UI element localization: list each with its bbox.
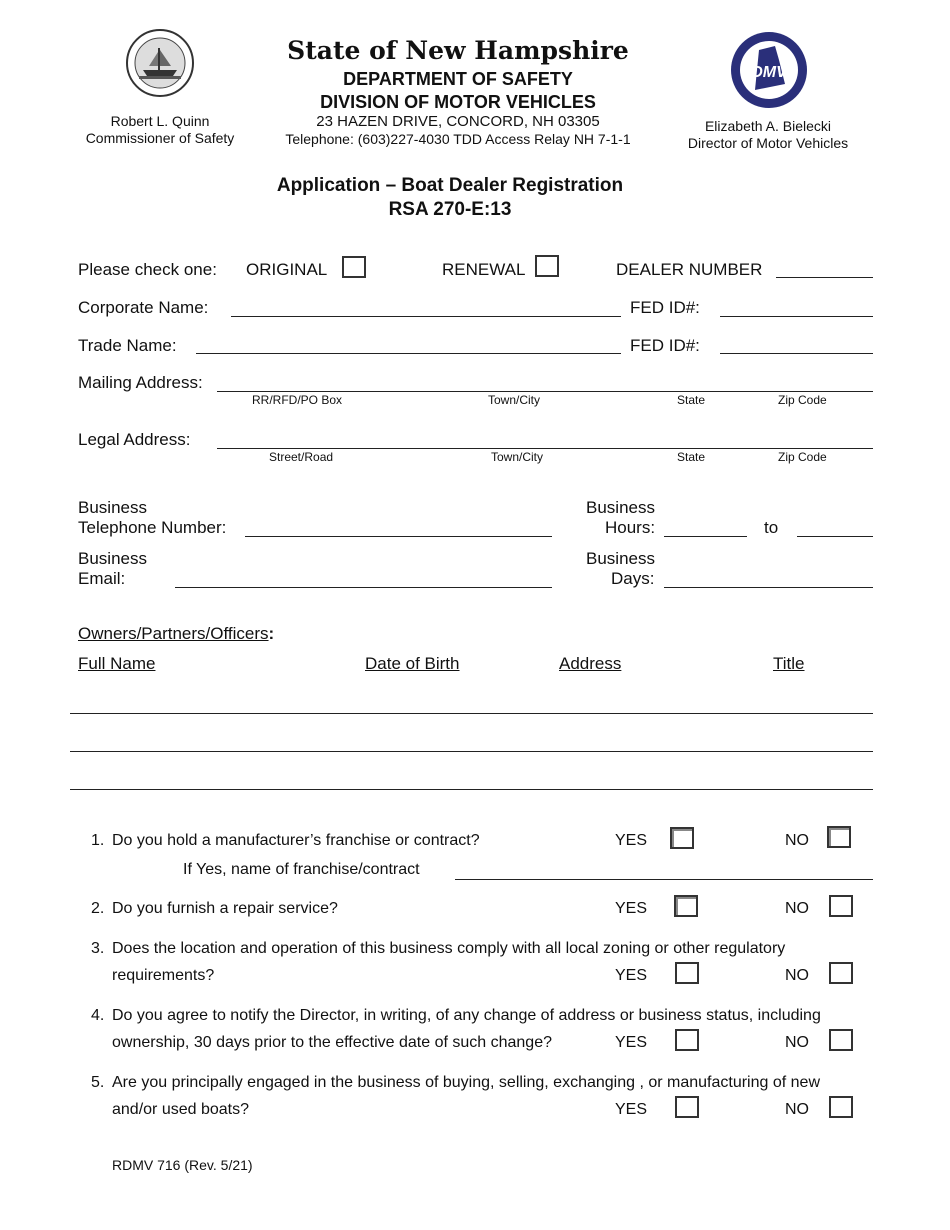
business-days-label-1: Business: [586, 549, 655, 568]
mailing-sub-zip: Zip Code: [778, 393, 827, 407]
legal-address-label: Legal Address:: [78, 430, 191, 449]
question-1-no-checkbox[interactable]: [827, 826, 851, 848]
original-label: ORIGINAL: [246, 260, 328, 279]
question-2-text: Do you furnish a repair service?: [112, 900, 338, 917]
question-4-yes-label: YES: [615, 1034, 648, 1051]
question-3-number: 3.: [91, 940, 105, 957]
department-name: DEPARTMENT OF SAFETY: [343, 69, 573, 89]
question-2-number: 2.: [91, 900, 105, 917]
director-name: Elizabeth A. Bielecki: [704, 118, 832, 134]
trade-name-field[interactable]: [196, 353, 621, 354]
fed-id-field[interactable]: [720, 316, 873, 317]
question-5-yes-label: YES: [615, 1101, 648, 1118]
question-4-no-checkbox[interactable]: [829, 1029, 853, 1051]
question-2-no-label: NO: [785, 900, 809, 917]
business-hours-label-1: Business: [586, 498, 655, 517]
question-4-yes-checkbox[interactable]: [675, 1029, 699, 1051]
question-1-yes-checkbox[interactable]: [670, 827, 694, 849]
question-2-yes-label: YES: [615, 900, 648, 917]
question-3-text-line2: requirements?: [112, 967, 215, 984]
form-statute: RSA 270-E:13: [388, 199, 512, 220]
department-telephone: Telephone: (603)227-4030 TDD Access Relay NH 7-1-1: [285, 131, 631, 147]
question-2-yes-checkbox[interactable]: [674, 895, 698, 917]
question-4-text: Do you agree to notify the Director, in writing, of any change of address or business status, including: [112, 1007, 821, 1024]
question-3-no-label: NO: [785, 967, 809, 984]
form-number: RDMV 716 (Rev. 5/21): [112, 1157, 253, 1173]
corporate-name-field[interactable]: [231, 316, 621, 317]
mailing-sub-town: Town/City: [488, 393, 541, 407]
question-3-yes-label: YES: [615, 967, 648, 984]
question-1-no-label: NO: [785, 832, 809, 849]
franchise-name-label: If Yes, name of franchise/contract: [183, 861, 420, 878]
dmv-logo: [729, 30, 809, 110]
legal-sub-town: Town/City: [491, 450, 544, 464]
business-days-field[interactable]: [664, 587, 873, 588]
owner-row-line[interactable]: [70, 713, 873, 714]
commissioner-title: Commissioner of Safety: [85, 130, 235, 146]
director-title: Director of Motor Vehicles: [687, 135, 849, 151]
legal-sub-street: Street/Road: [269, 450, 334, 464]
form-title: Application – Boat Dealer Registration: [276, 175, 624, 196]
owner-row-line[interactable]: [70, 751, 873, 752]
business-email-label-1: Business: [78, 549, 147, 568]
fed-id-field-2[interactable]: [720, 353, 873, 354]
fed-id-label-2: FED ID#:: [630, 336, 700, 355]
mailing-sub-state: State: [677, 393, 706, 407]
original-checkbox[interactable]: [342, 256, 366, 278]
question-1-yes-label: YES: [615, 832, 648, 849]
division-name: DIVISION OF MOTOR VEHICLES: [320, 92, 596, 112]
owners-heading-text: Owners/Partners/Officers: [78, 624, 269, 643]
question-5-no-checkbox[interactable]: [829, 1096, 853, 1118]
svg-text:DMV: DMV: [751, 64, 787, 81]
legal-sub-zip: Zip Code: [778, 450, 827, 464]
question-2-no-checkbox[interactable]: [829, 895, 853, 917]
business-days-label-2: Days:: [611, 569, 655, 588]
hours-to-label: to: [764, 518, 779, 537]
business-hours-label-2: Hours:: [605, 518, 656, 537]
business-email-field[interactable]: [175, 587, 552, 588]
check-one-label: Please check one:: [78, 260, 217, 279]
commissioner-name: Robert L. Quinn: [110, 113, 210, 129]
question-3-yes-checkbox[interactable]: [675, 962, 699, 984]
business-telephone-label-1: Business: [78, 498, 147, 517]
mailing-sub-box: RR/RFD/PO Box: [252, 393, 343, 407]
mailing-address-label: Mailing Address:: [78, 373, 203, 392]
question-5-text: Are you principally engaged in the business of buying, selling, exchanging , or manufacturing of new: [112, 1074, 820, 1091]
question-4-no-label: NO: [785, 1034, 809, 1051]
question-5-no-label: NO: [785, 1101, 809, 1118]
renewal-checkbox[interactable]: [535, 255, 559, 277]
question-4-number: 4.: [91, 1007, 105, 1024]
legal-sub-state: State: [677, 450, 706, 464]
legal-address-field[interactable]: [217, 448, 873, 449]
column-title: Title: [773, 654, 805, 673]
business-telephone-label-2: Telephone Number:: [78, 518, 227, 537]
trade-name-label: Trade Name:: [78, 336, 177, 355]
column-date-of-birth: Date of Birth: [365, 654, 460, 673]
column-address: Address: [559, 654, 622, 673]
dealer-number-field[interactable]: [776, 277, 873, 278]
question-1-text: Do you hold a manufacturer’s franchise or contract?: [112, 832, 480, 849]
business-telephone-field[interactable]: [245, 536, 552, 537]
question-4-text-line2: ownership, 30 days prior to the effective date of such change?: [112, 1034, 552, 1051]
corporate-name-label: Corporate Name:: [78, 298, 209, 317]
owners-heading: [78, 624, 274, 644]
question-1-number: 1.: [91, 832, 105, 849]
department-address: 23 HAZEN DRIVE, CONCORD, NH 03305: [316, 113, 600, 130]
mailing-address-field[interactable]: [217, 391, 873, 392]
dealer-number-label: DEALER NUMBER: [616, 260, 763, 279]
owners-heading-colon: :: [268, 624, 275, 643]
renewal-label: RENEWAL: [442, 260, 526, 279]
state-seal: [125, 28, 195, 98]
fed-id-label: FED ID#:: [630, 298, 700, 317]
business-hours-to-field[interactable]: [797, 536, 873, 537]
question-5-text-line2: and/or used boats?: [112, 1101, 249, 1118]
state-title: State of New Hampshire: [287, 36, 629, 65]
franchise-name-field[interactable]: [455, 879, 873, 880]
column-full-name: Full Name: [78, 654, 156, 673]
question-3-no-checkbox[interactable]: [829, 962, 853, 984]
question-5-number: 5.: [91, 1074, 105, 1091]
owner-row-line[interactable]: [70, 789, 873, 790]
business-email-label-2: Email:: [78, 569, 126, 588]
question-3-text: Does the location and operation of this business comply with all local zoning or other regulatory: [112, 940, 786, 957]
question-5-yes-checkbox[interactable]: [675, 1096, 699, 1118]
business-hours-from-field[interactable]: [664, 536, 747, 537]
